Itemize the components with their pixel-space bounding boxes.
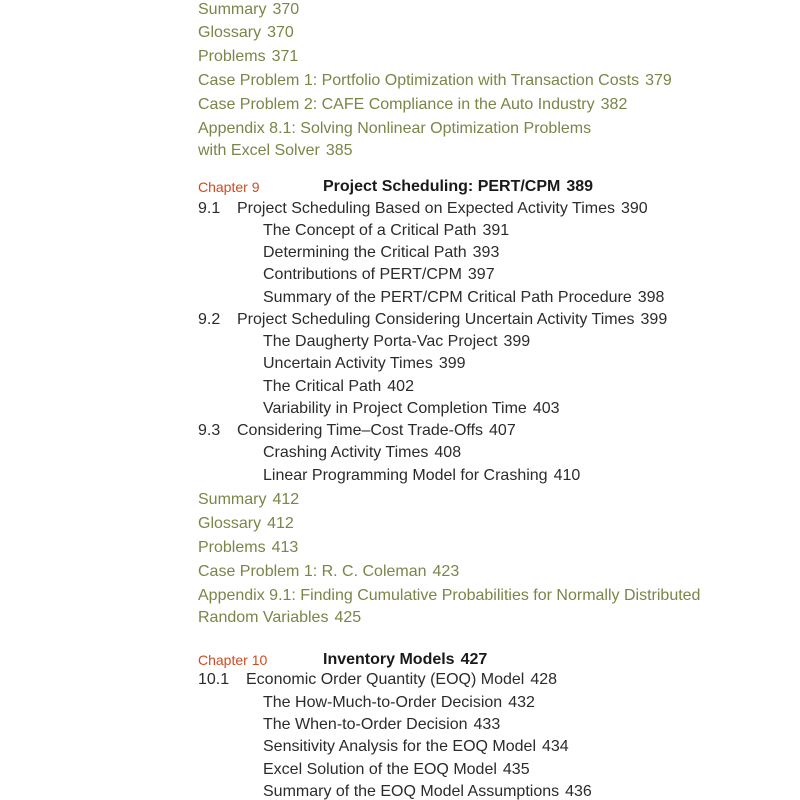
toc-entry-appendix-9-1-cont[interactable]: Random Variables 425: [198, 609, 362, 626]
toc-entry-problems-ch8[interactable]: Problems 371: [198, 48, 299, 65]
toc-entry-glossary-ch9[interactable]: Glossary 412: [198, 515, 294, 532]
subsection-9-1-1[interactable]: The Concept of a Critical Path 391: [263, 222, 510, 239]
chapter-9-label: Chapter 9: [198, 179, 260, 195]
toc-entry-appendix-8-1-cont[interactable]: with Excel Solver 385: [198, 142, 353, 159]
subsection-10-1-4[interactable]: Excel Solution of the EOQ Model 435: [263, 761, 530, 778]
subsection-9-3-2[interactable]: Linear Programming Model for Crashing 410: [263, 467, 581, 484]
section-10-1[interactable]: 10.1 Economic Order Quantity (EOQ) Model 428: [198, 671, 558, 688]
toc-entry-summary-ch9[interactable]: Summary 412: [198, 491, 300, 508]
subsection-9-2-4[interactable]: Variability in Project Completion Time 403: [263, 400, 560, 417]
subsection-10-1-2[interactable]: The When-to-Order Decision 433: [263, 716, 501, 733]
toc-entry-case-problem-1-ch8[interactable]: Case Problem 1: Portfolio Optimization with Transaction Costs 379: [198, 72, 672, 89]
toc-entry-appendix-9-1[interactable]: Appendix 9.1: Finding Cumulative Probabilities for Normally Distributed: [198, 587, 701, 604]
section-9-3[interactable]: 9.3 Considering Time–Cost Trade-Offs 407: [198, 422, 516, 439]
toc-entry-problems-ch9[interactable]: Problems 413: [198, 539, 299, 556]
chapter-10-label: Chapter 10: [198, 652, 268, 668]
toc-entry-glossary-ch8[interactable]: Glossary 370: [198, 24, 294, 41]
toc-entry-appendix-8-1[interactable]: Appendix 8.1: Solving Nonlinear Optimization Problems: [198, 120, 592, 137]
toc-entry-case-problem-2-ch8[interactable]: Case Problem 2: CAFE Compliance in the Auto Industry 382: [198, 96, 628, 113]
section-9-2[interactable]: 9.2 Project Scheduling Considering Uncertain Activity Times 399: [198, 311, 668, 328]
chapter-9-title[interactable]: Project Scheduling: PERT/CPM 389: [323, 178, 594, 195]
subsection-10-1-3[interactable]: Sensitivity Analysis for the EOQ Model 434: [263, 738, 569, 755]
subsection-9-1-2[interactable]: Determining the Critical Path 393: [263, 244, 500, 261]
subsection-9-2-2[interactable]: Uncertain Activity Times 399: [263, 355, 466, 372]
subsection-9-2-1[interactable]: The Daugherty Porta-Vac Project 399: [263, 333, 531, 350]
subsection-10-1-5[interactable]: Summary of the EOQ Model Assumptions 436: [263, 783, 592, 800]
section-9-1[interactable]: 9.1 Project Scheduling Based on Expected Activity Times 390: [198, 200, 648, 217]
toc-entry-summary-ch8[interactable]: Summary 370: [198, 1, 300, 18]
subsection-9-2-3[interactable]: The Critical Path 402: [263, 378, 414, 395]
subsection-9-1-3[interactable]: Contributions of PERT/CPM 397: [263, 266, 495, 283]
toc-entry-case-problem-1-ch9[interactable]: Case Problem 1: R. C. Coleman 423: [198, 563, 460, 580]
chapter-10-title[interactable]: Inventory Models 427: [323, 651, 488, 668]
subsection-10-1-1[interactable]: The How-Much-to-Order Decision 432: [263, 694, 535, 711]
subsection-9-3-1[interactable]: Crashing Activity Times 408: [263, 444, 462, 461]
subsection-9-1-4[interactable]: Summary of the PERT/CPM Critical Path Procedure 398: [263, 289, 665, 306]
